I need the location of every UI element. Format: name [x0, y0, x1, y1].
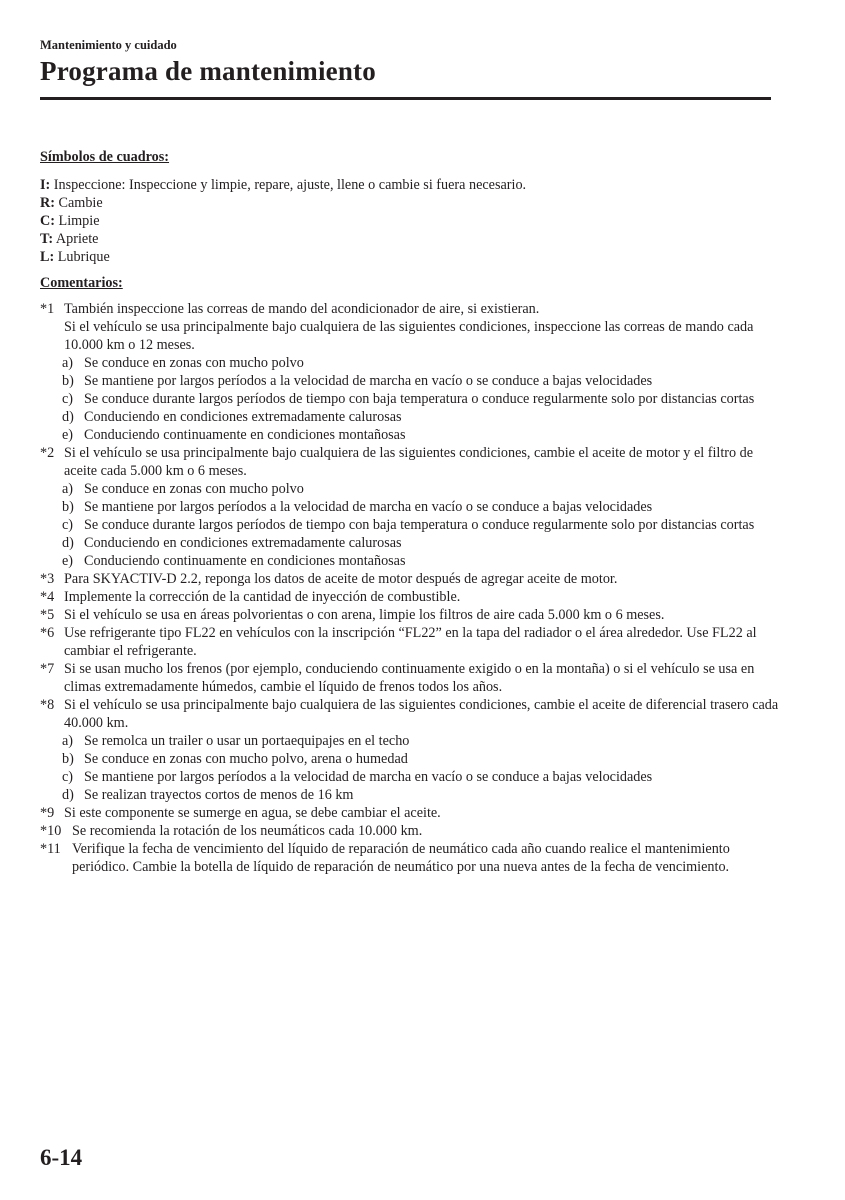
note-item: [40, 426, 780, 444]
symbol-text: Lubrique: [54, 249, 110, 265]
item-marker: c): [62, 517, 74, 533]
symbol-item: [40, 248, 780, 266]
page-number: 6-14: [40, 1145, 83, 1170]
symbol-code: L:: [40, 249, 55, 265]
page-title: Programa de mantenimiento: [40, 56, 376, 86]
note-marker: *4: [40, 589, 55, 605]
note-marker: *7: [40, 661, 55, 677]
item-marker: b): [62, 499, 74, 515]
note-item: [40, 480, 780, 498]
item-marker: d): [62, 409, 74, 425]
symbols-heading: Símbolos de cuadros:: [40, 149, 170, 165]
item-marker: a): [62, 355, 74, 371]
note-item: [40, 786, 780, 804]
note-marker: *2: [40, 445, 55, 461]
note-marker: *6: [40, 625, 55, 641]
comment-note-11: [40, 840, 780, 876]
comment-note-10: [40, 822, 780, 840]
note-item: [40, 768, 780, 786]
symbol-text: Inspeccione: Inspeccione y limpie, repare, ajuste, llene o cambie si fuera necesario.: [50, 177, 527, 193]
item-marker: b): [62, 751, 74, 767]
note-text: Si el vehículo se usa en áreas polvorientas o con arena, limpie los filtros de aire cada 5.000 km o 6 meses.: [64, 607, 665, 623]
item-text: Conduciendo en condiciones extremadamente calurosas: [84, 535, 402, 551]
item-text: Conduciendo en condiciones extremadamente calurosas: [84, 409, 402, 425]
note-item: [40, 390, 780, 408]
note-text: Si el vehículo se usa principalmente bajo cualquiera de las siguientes condiciones, cambie el aceite de diferencial trasero cada 40.000 km.: [64, 697, 779, 731]
comment-note-7: [40, 660, 780, 696]
item-text: Se conduce en zonas con mucho polvo, arena o humedad: [84, 751, 408, 767]
note-marker: *1: [40, 301, 55, 317]
note-marker: *10: [40, 823, 62, 839]
symbols-list: [40, 176, 780, 266]
symbol-item: [40, 230, 780, 248]
note-item: [40, 516, 780, 534]
comment-note-6: [40, 624, 780, 660]
note-item: [40, 408, 780, 426]
symbol-text: Apriete: [53, 231, 99, 247]
item-text: Conduciendo continuamente en condiciones montañosas: [84, 427, 406, 443]
symbol-code: I:: [40, 177, 51, 193]
item-marker: e): [62, 553, 74, 569]
symbol-code: R:: [40, 195, 55, 211]
note-item: [40, 372, 780, 390]
item-text: Se conduce durante largos períodos de tiempo con baja temperatura o conduce regularmente solo por distancias cortas: [84, 391, 755, 407]
comment-note-1: [40, 300, 780, 444]
note-text: Si el vehículo se usa principalmente bajo cualquiera de las siguientes condiciones, inspeccione las correas de mando cada 10.000 km o 12 meses.: [64, 319, 754, 353]
item-text: Conduciendo continuamente en condiciones montañosas: [84, 553, 406, 569]
note-item: [40, 354, 780, 372]
comments-heading: Comentarios:: [40, 275, 123, 291]
symbol-item: [40, 212, 780, 230]
item-marker: c): [62, 769, 74, 785]
symbol-text: Cambie: [54, 195, 103, 211]
note-text: Verifique la fecha de vencimiento del líquido de reparación de neumático cada año cuando realice el mantenimiento periódico. Cambie la botella de líquido de reparación de neumático por una nueva antes de la fecha de vencimiento.: [72, 841, 730, 875]
comment-note-8: [40, 696, 780, 804]
item-text: Se mantiene por largos períodos a la velocidad de marcha en vacío o se conduce a bajas velocidades: [84, 499, 653, 515]
title-divider: [40, 97, 771, 100]
note-text: Implemente la corrección de la cantidad de inyección de combustible.: [64, 589, 461, 605]
item-text: Se remolca un trailer o usar un portaequipajes en el techo: [84, 733, 410, 749]
item-text: Se realizan trayectos cortos de menos de 16 km: [84, 787, 354, 803]
note-text: Se recomienda la rotación de los neumáticos cada 10.000 km.: [72, 823, 423, 839]
note-item: [40, 732, 780, 750]
comment-note-3: [40, 570, 780, 588]
item-marker: a): [62, 733, 74, 749]
item-marker: d): [62, 787, 74, 803]
item-text: Se mantiene por largos períodos a la velocidad de marcha en vacío o se conduce a bajas velocidades: [84, 769, 653, 785]
symbol-code: T:: [40, 231, 54, 247]
comments-list: [40, 300, 780, 876]
note-item: [40, 552, 780, 570]
note-marker: *3: [40, 571, 55, 587]
page-content: [40, 148, 780, 876]
note-marker: *11: [40, 841, 61, 857]
item-text: Se conduce durante largos períodos de tiempo con baja temperatura o conduce regularmente solo por distancias cortas: [84, 517, 755, 533]
comment-note-4: [40, 588, 780, 606]
note-text: Si este componente se sumerge en agua, se debe cambiar el aceite.: [64, 805, 441, 821]
section-label: Mantenimiento y cuidado: [40, 38, 177, 52]
item-marker: a): [62, 481, 74, 497]
comment-note-9: [40, 804, 780, 822]
note-text: Para SKYACTIV-D 2.2, reponga los datos de aceite de motor después de agregar aceite de motor.: [64, 571, 618, 587]
symbol-item: [40, 176, 780, 194]
item-text: Se conduce en zonas con mucho polvo: [84, 481, 304, 497]
symbol-code: C:: [40, 213, 55, 229]
note-item: [40, 750, 780, 768]
symbol-text: Limpie: [54, 213, 100, 229]
note-text: También inspeccione las correas de mando del acondicionador de aire, si existieran.: [64, 301, 540, 317]
note-text: Si se usan mucho los frenos (por ejemplo, conduciendo continuamente exigido o en la montaña) o si el vehículo se usa en climas extremadamente húmedos, cambie el líquido de frenos todos los años.: [64, 661, 755, 695]
symbol-item: [40, 194, 780, 212]
item-marker: b): [62, 373, 74, 389]
note-text: Use refrigerante tipo FL22 en vehículos con la inscripción “FL22” en la tapa del radiador o el área alrededor. Use FL22 al cambiar el refrigerante.: [64, 625, 757, 659]
note-marker: *5: [40, 607, 55, 623]
note-item: [40, 534, 780, 552]
item-text: Se mantiene por largos períodos a la velocidad de marcha en vacío o se conduce a bajas velocidades: [84, 373, 653, 389]
comment-note-2: [40, 444, 780, 570]
note-item: [40, 498, 780, 516]
item-marker: e): [62, 427, 74, 443]
item-marker: d): [62, 535, 74, 551]
item-marker: c): [62, 391, 74, 407]
note-marker: *8: [40, 697, 55, 713]
note-text: Si el vehículo se usa principalmente bajo cualquiera de las siguientes condiciones, cambie el aceite de motor y el filtro de aceite cada 5.000 km o 6 meses.: [64, 445, 754, 479]
note-marker: *9: [40, 805, 55, 821]
item-text: Se conduce en zonas con mucho polvo: [84, 355, 304, 371]
comment-note-5: [40, 606, 780, 624]
